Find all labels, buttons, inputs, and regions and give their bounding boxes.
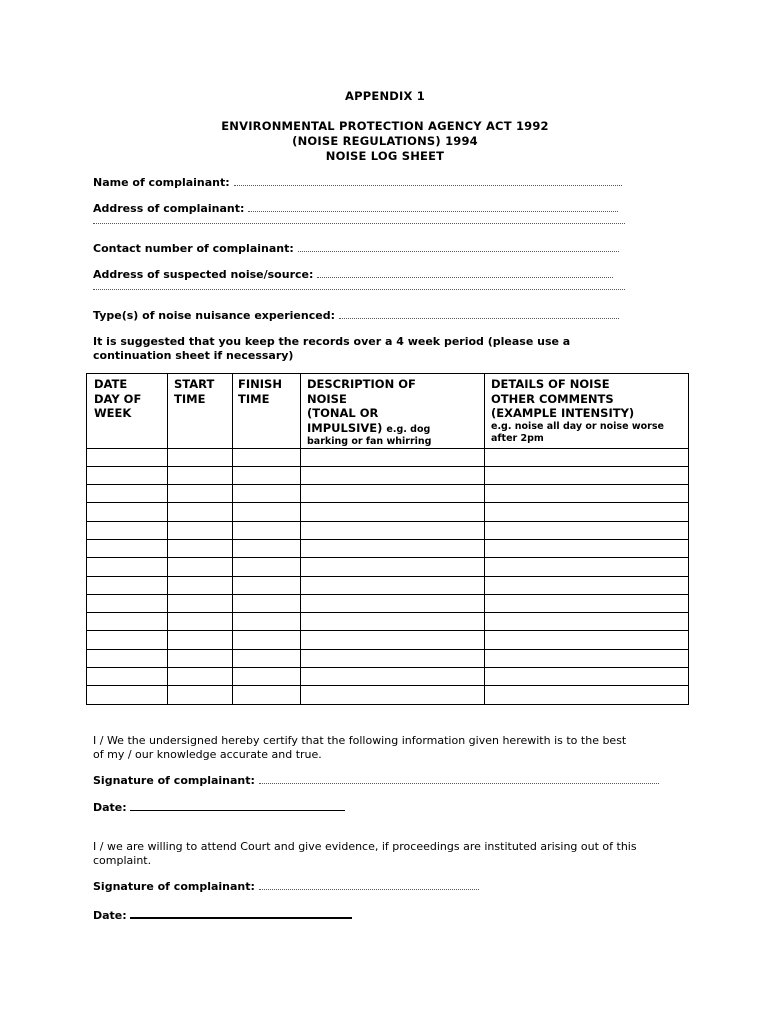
log-cell[interactable] [485, 594, 689, 612]
court-text: I / we are willing to attend Court and give evidence, if proceedings are instituted arising out of this complaint. [93, 840, 637, 867]
date-label-1: Date: [93, 801, 127, 814]
log-cell[interactable] [485, 649, 689, 667]
log-cell[interactable] [233, 686, 301, 704]
log-cell[interactable] [233, 649, 301, 667]
address-dotted-line [248, 210, 618, 212]
log-cell[interactable] [301, 448, 485, 466]
log-cell[interactable] [87, 448, 168, 466]
log-cell[interactable] [233, 594, 301, 612]
log-cell[interactable] [168, 631, 233, 649]
table-row [87, 448, 689, 466]
log-cell[interactable] [301, 503, 485, 521]
log-cell[interactable] [87, 668, 168, 686]
log-cell[interactable] [87, 576, 168, 594]
act-title: ENVIRONMENTAL PROTECTION AGENCY ACT 1992 [221, 119, 549, 133]
header-description: DESCRIPTION OF NOISE (TONAL OR IMPULSIVE) e.g. dog barking or fan whirring [301, 374, 485, 449]
address-field[interactable] [93, 202, 618, 215]
log-cell[interactable] [485, 558, 689, 576]
header-finish-time: FINISH TIME [233, 374, 301, 449]
log-cell[interactable] [168, 558, 233, 576]
nuisance-type-field[interactable] [93, 309, 619, 322]
noise-source-label: Address of suspected noise/source: [93, 268, 314, 281]
log-cell[interactable] [233, 613, 301, 631]
table-row [87, 668, 689, 686]
name-field[interactable] [93, 176, 622, 189]
log-cell[interactable] [301, 466, 485, 484]
header-details: DETAILS OF NOISE OTHER COMMENTS (EXAMPLE INTENSITY) e.g. noise all day or noise worse after 2pm [485, 374, 689, 449]
table-row [87, 521, 689, 539]
signature-field-2[interactable] [93, 880, 479, 893]
log-cell[interactable] [301, 539, 485, 557]
log-cell[interactable] [87, 466, 168, 484]
log-cell[interactable] [87, 686, 168, 704]
log-cell[interactable] [233, 466, 301, 484]
noise-source-continuation-line[interactable] [93, 288, 625, 290]
log-cell[interactable] [233, 558, 301, 576]
signature-label-2: Signature of complainant: [93, 880, 255, 893]
log-cell[interactable] [485, 613, 689, 631]
log-cell[interactable] [168, 668, 233, 686]
log-cell[interactable] [168, 521, 233, 539]
log-cell[interactable] [485, 521, 689, 539]
log-sheet-title: NOISE LOG SHEET [325, 149, 445, 163]
signature-dotted-line-1 [259, 782, 659, 784]
log-cell[interactable] [87, 613, 168, 631]
header-start-time: START TIME [168, 374, 233, 449]
log-cell[interactable] [485, 631, 689, 649]
date-underline-1 [130, 800, 345, 811]
log-cell[interactable] [168, 539, 233, 557]
log-cell[interactable] [301, 594, 485, 612]
log-cell[interactable] [301, 649, 485, 667]
address-label: Address of complainant: [93, 202, 245, 215]
table-row [87, 466, 689, 484]
address-continuation-line[interactable] [93, 222, 625, 224]
log-cell[interactable] [168, 448, 233, 466]
log-cell[interactable] [485, 576, 689, 594]
log-cell[interactable] [233, 668, 301, 686]
nuisance-type-dotted-line [339, 317, 619, 319]
log-cell[interactable] [485, 539, 689, 557]
table-row [87, 503, 689, 521]
noise-source-dotted-line [317, 276, 613, 278]
header-date: DATE DAY OF WEEK [87, 374, 168, 449]
noise-log-table [86, 373, 689, 705]
contact-dotted-line [298, 250, 619, 252]
noise-source-field[interactable] [93, 268, 613, 281]
signature-field-1[interactable] [93, 774, 659, 787]
table-row [87, 576, 689, 594]
log-cell[interactable] [485, 466, 689, 484]
log-cell[interactable] [168, 466, 233, 484]
table-row [87, 649, 689, 667]
log-cell[interactable] [485, 503, 689, 521]
log-cell[interactable] [168, 686, 233, 704]
log-cell[interactable] [301, 613, 485, 631]
log-cell[interactable] [233, 539, 301, 557]
log-cell[interactable] [233, 503, 301, 521]
appendix-heading: APPENDIX 1 [345, 89, 425, 103]
log-cell[interactable] [233, 521, 301, 539]
contact-field[interactable] [93, 242, 619, 255]
log-cell[interactable] [233, 448, 301, 466]
log-cell[interactable] [301, 668, 485, 686]
log-body [87, 448, 689, 704]
table-row [87, 631, 689, 649]
log-cell[interactable] [168, 594, 233, 612]
log-cell[interactable] [168, 485, 233, 503]
log-cell[interactable] [87, 649, 168, 667]
log-cell[interactable] [301, 686, 485, 704]
log-cell[interactable] [301, 576, 485, 594]
log-cell[interactable] [233, 576, 301, 594]
table-row [87, 594, 689, 612]
log-cell[interactable] [168, 576, 233, 594]
name-label: Name of complainant: [93, 176, 230, 189]
log-cell[interactable] [301, 521, 485, 539]
date-field-2[interactable] [93, 907, 352, 922]
regulations-title: (NOISE REGULATIONS) 1994 [292, 134, 478, 148]
log-cell[interactable] [485, 686, 689, 704]
log-cell[interactable] [233, 485, 301, 503]
log-cell[interactable] [485, 485, 689, 503]
log-cell[interactable] [87, 539, 168, 557]
signature-dotted-line-2 [259, 888, 479, 890]
date-label-2: Date: [93, 909, 127, 922]
log-cell[interactable] [233, 631, 301, 649]
log-cell[interactable] [87, 503, 168, 521]
table-row [87, 539, 689, 557]
table-row [87, 686, 689, 704]
certify-text: I / We the undersigned hereby certify that the following information given herewith is to the best of my / our knowledge accurate and true. [93, 734, 627, 761]
instruction-text: It is suggested that you keep the records over a 4 week period (please use a continuation sheet if necessary) [93, 335, 571, 362]
table-row [87, 485, 689, 503]
log-cell[interactable] [87, 594, 168, 612]
log-cell[interactable] [168, 613, 233, 631]
log-cell[interactable] [87, 521, 168, 539]
log-cell[interactable] [87, 558, 168, 576]
log-cell[interactable] [485, 668, 689, 686]
log-cell[interactable] [301, 558, 485, 576]
table-header-row [87, 374, 689, 449]
date-field-1[interactable] [93, 800, 345, 814]
signature-label-1: Signature of complainant: [93, 774, 255, 787]
date-underline-2 [130, 907, 352, 919]
contact-label: Contact number of complainant: [93, 242, 294, 255]
log-cell[interactable] [168, 649, 233, 667]
table-row [87, 613, 689, 631]
log-cell[interactable] [168, 503, 233, 521]
nuisance-type-label: Type(s) of noise nuisance experienced: [93, 309, 335, 322]
table-row [87, 558, 689, 576]
log-cell[interactable] [485, 448, 689, 466]
log-cell[interactable] [87, 485, 168, 503]
name-dotted-line [234, 184, 622, 186]
log-cell[interactable] [301, 485, 485, 503]
log-cell[interactable] [87, 631, 168, 649]
log-cell[interactable] [301, 631, 485, 649]
